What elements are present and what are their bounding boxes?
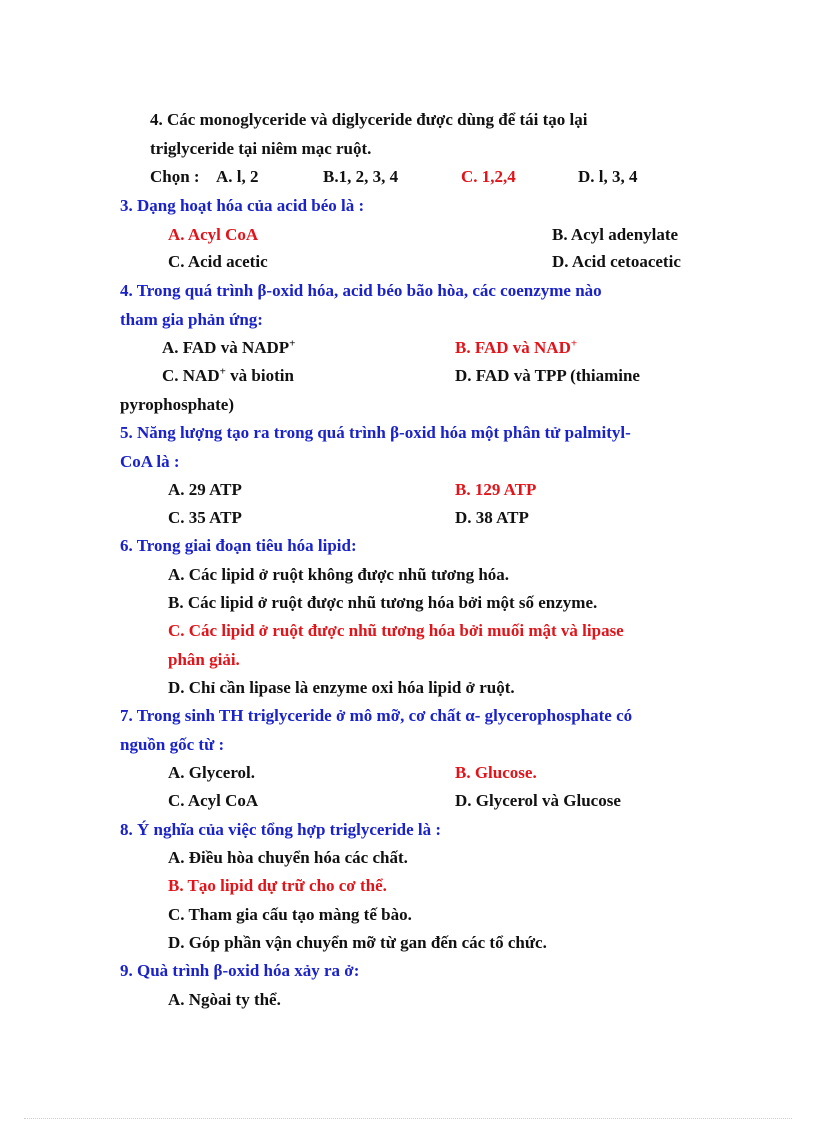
q6-option-b: B. Các lipid ở ruột được nhũ tương hóa bởi một số enzyme. <box>168 593 598 612</box>
q6-question: 6. Trong giai đoạn tiêu hóa lipid: <box>120 536 357 555</box>
q6-option-c-correct-line2: phân giải. <box>168 650 240 669</box>
q5-question-line2: CoA là : <box>120 452 180 471</box>
q4-option-c-sup: + <box>219 365 226 378</box>
q7-option-a: A. Glycerol. <box>168 763 256 782</box>
q6-option-c-correct-line1: C. Các lipid ở ruột được nhũ tương hóa bởi muối mật và lipase <box>168 621 624 640</box>
page-bottom-rule <box>24 1118 792 1119</box>
q-prev-option-a: A. l, 2 <box>216 167 259 186</box>
q3-option-a-correct: A. Acyl CoA <box>168 225 259 244</box>
q4-option-a <box>162 337 295 359</box>
q7-option-d: D. Glycerol và Glucose <box>455 791 621 810</box>
q3-option-c: C. Acid acetic <box>168 252 268 271</box>
q4-option-c-pre: C. NAD <box>162 366 220 385</box>
q4-option-d-line1: D. FAD và TPP (thiamine <box>455 366 640 385</box>
q9-question: 9. Quà trình β-oxid hóa xảy ra ở: <box>120 961 360 980</box>
q6-option-a: A. Các lipid ở ruột không được nhũ tương hóa. <box>168 565 510 584</box>
q3-question: 3. Dạng hoạt hóa của acid béo là : <box>120 196 365 215</box>
q7-question-line2: nguồn gốc từ : <box>120 735 225 754</box>
q7-question-line1: 7. Trong sinh TH triglyceride ở mô mỡ, cơ chất α- glycerophosphate có <box>120 706 633 725</box>
q3-option-d: D. Acid cetoacetic <box>552 252 681 271</box>
q4-option-a-sup: + <box>289 337 296 350</box>
q7-option-c: C. Acyl CoA <box>168 791 259 810</box>
q4-question-line2: tham gia phản ứng: <box>120 310 263 329</box>
q4-option-a-text: A. FAD và NADP <box>162 338 290 357</box>
q-prev-option-d: D. l, 3, 4 <box>578 167 638 186</box>
q4-option-c-post: và biotin <box>225 366 294 385</box>
q8-option-c: C. Tham gia cấu tạo màng tế bào. <box>168 905 412 924</box>
q5-option-a: A. 29 ATP <box>168 480 242 499</box>
q8-question: 8. Ý nghĩa của việc tổng hợp triglyceride là : <box>120 820 442 839</box>
q5-option-b-correct: B. 129 ATP <box>455 480 537 499</box>
q5-question-line1: 5. Năng lượng tạo ra trong quá trình β-oxid hóa một phân tử palmityl- <box>120 423 631 442</box>
q4-question-line1: 4. Trong quá trình β-oxid hóa, acid béo bão hòa, các coenzyme nào <box>120 281 602 300</box>
q4-option-b-text: B. FAD và NAD <box>455 338 571 357</box>
q5-option-d: D. 38 ATP <box>455 508 529 527</box>
q4-option-b-correct <box>455 337 577 359</box>
q-prev-option-c-correct: C. 1,2,4 <box>461 167 516 186</box>
q7-option-b-correct: B. Glucose. <box>455 763 537 782</box>
q8-option-a: A. Điều hòa chuyển hóa các chất. <box>168 848 408 867</box>
q8-option-b-correct: B. Tạo lipid dự trữ cho cơ thể. <box>168 876 387 895</box>
q5-option-c: C. 35 ATP <box>168 508 242 527</box>
q3-option-b: B. Acyl adenylate <box>552 225 679 244</box>
q4-option-d-line2: pyrophosphate) <box>120 395 234 414</box>
q9-option-a: A. Ngòai ty thể. <box>168 990 281 1009</box>
q-prev-item4-line2: triglyceride tại niêm mạc ruột. <box>150 139 372 158</box>
q6-option-d: D. Chỉ cần lipase là enzyme oxi hóa lipid ở ruột. <box>168 678 515 697</box>
q-prev-option-b: B.1, 2, 3, 4 <box>323 167 399 186</box>
q-prev-choose-label: Chọn : <box>150 167 200 186</box>
q4-option-b-sup: + <box>570 337 578 350</box>
q-prev-item4-line1: 4. Các monoglyceride và diglyceride được dùng để tái tạo lại <box>150 110 588 129</box>
q4-option-c <box>162 365 294 387</box>
q8-option-d: D. Góp phần vận chuyển mỡ từ gan đến các tổ chức. <box>168 933 547 952</box>
